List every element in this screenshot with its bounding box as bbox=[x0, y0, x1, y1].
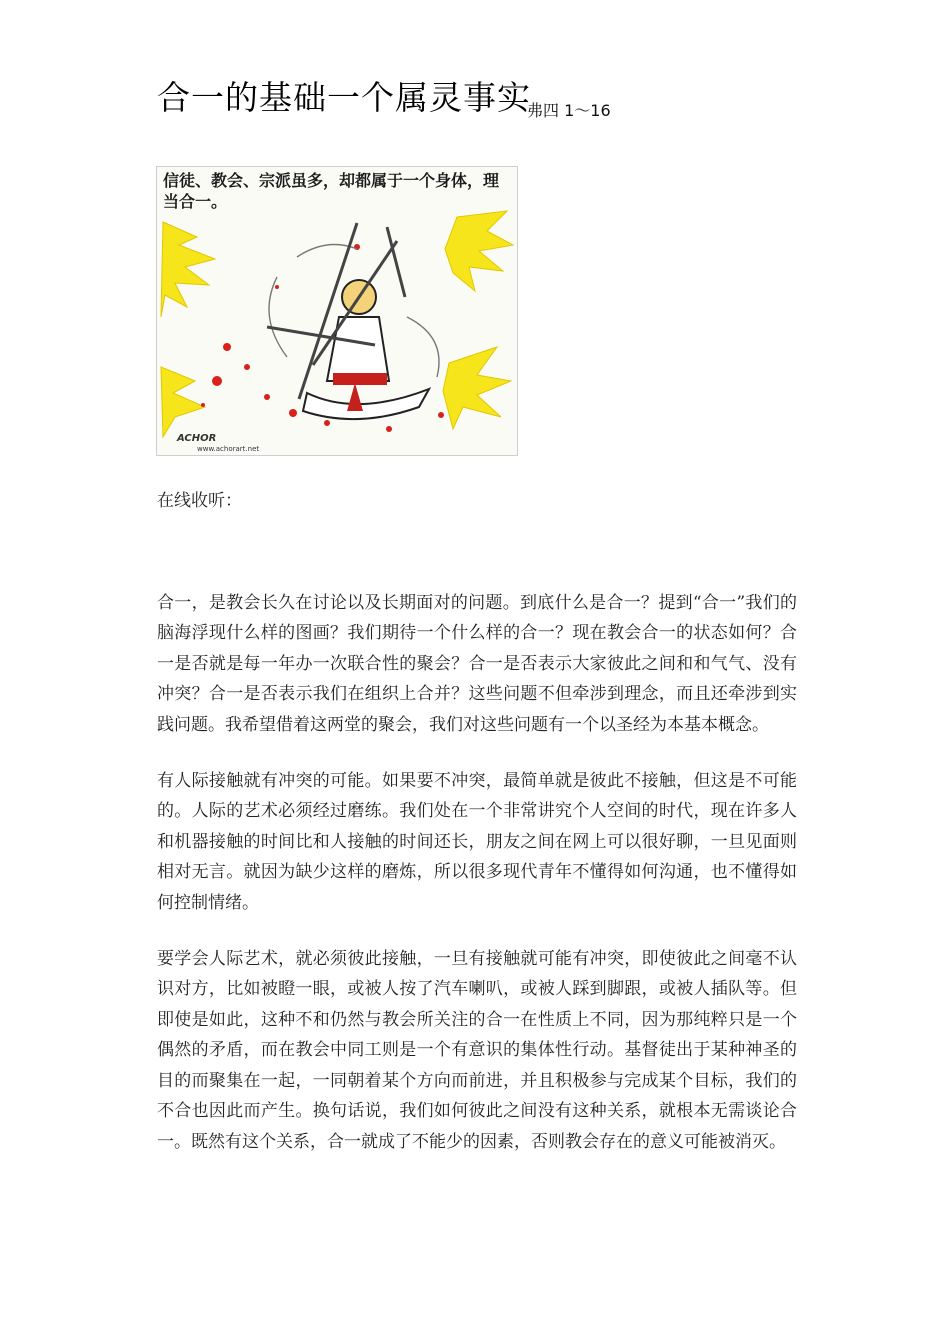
paragraph-2: 有人际接触就有冲突的可能。如果要不冲突，最简单就是彼此不接触，但这是不可能的。人际的艺术必须经过磨练。我们处在一个非常讲究个人空间的时代，现在许多人和机器接触的时间比和人接触的时间还长，朋友之间在网上可以很好聊，一旦见面则相对无言。就因为缺少这样的磨炼，所以很多现代青年不懂得如何沟通，也不懂得如何控制情绪。 bbox=[157, 771, 797, 913]
paragraph-1: 合一，是教会长久在讨论以及长期面对的问题。到底什么是合一？提到“合一”我们的脑海浮现什么样的图画？我们期待一个什么样的合一？现在教会合一的状态如何？合一是否就是每一年办一次联合性的聚会？合一是否表示大家彼此之间和和气气、没有冲突？合一是否表示我们在组织上合并？这些问题不但牵涉到理念，而且还牵涉到实践问题。我希望借着这两堂的聚会，我们对这些问题有一个以圣经为本基本概念。 bbox=[157, 593, 797, 735]
cartoon-caption: 信徒、教会、宗派虽多，却都属于一个身体，理当合一。 bbox=[163, 171, 500, 211]
article-body bbox=[157, 588, 797, 1183]
listen-online-label: 在线收听： bbox=[157, 491, 242, 511]
title-row bbox=[157, 72, 797, 122]
cartoon-illustration bbox=[156, 166, 518, 456]
artist-website: www.achorart.net bbox=[197, 445, 260, 453]
paragraph-3: 要学会人际艺术，就必须彼此接触，一旦有接触就可能有冲突，即使彼此之间毫不认识对方，比如被瞪一眼，或被人按了汽车喇叭，或被人踩到脚跟，或被人插队等。但即使是如此，这种不和仍然与教会所关注的合一在性质上不同，因为那纯粹只是一个偶然的矛盾，而在教会中同工则是一个有意识的集体性行动。基督徒出于某种神圣的目的而聚集在一起，一同朝着某个方向而前进，并且积极参与完成某个目标，我们的不合也因此而产生。换句话说，我们如何彼此之间没有这种关系，就根本无需谈论合一。既然有这个关系，合一就成了不能少的因素，否则教会存在的意义可能被消灭。 bbox=[157, 949, 797, 1152]
scripture-reference: 弗四 1～16 bbox=[527, 101, 611, 120]
page-title: 合一的基础一个属灵事实 bbox=[157, 78, 531, 117]
artist-signature: ACHOR bbox=[177, 433, 217, 444]
